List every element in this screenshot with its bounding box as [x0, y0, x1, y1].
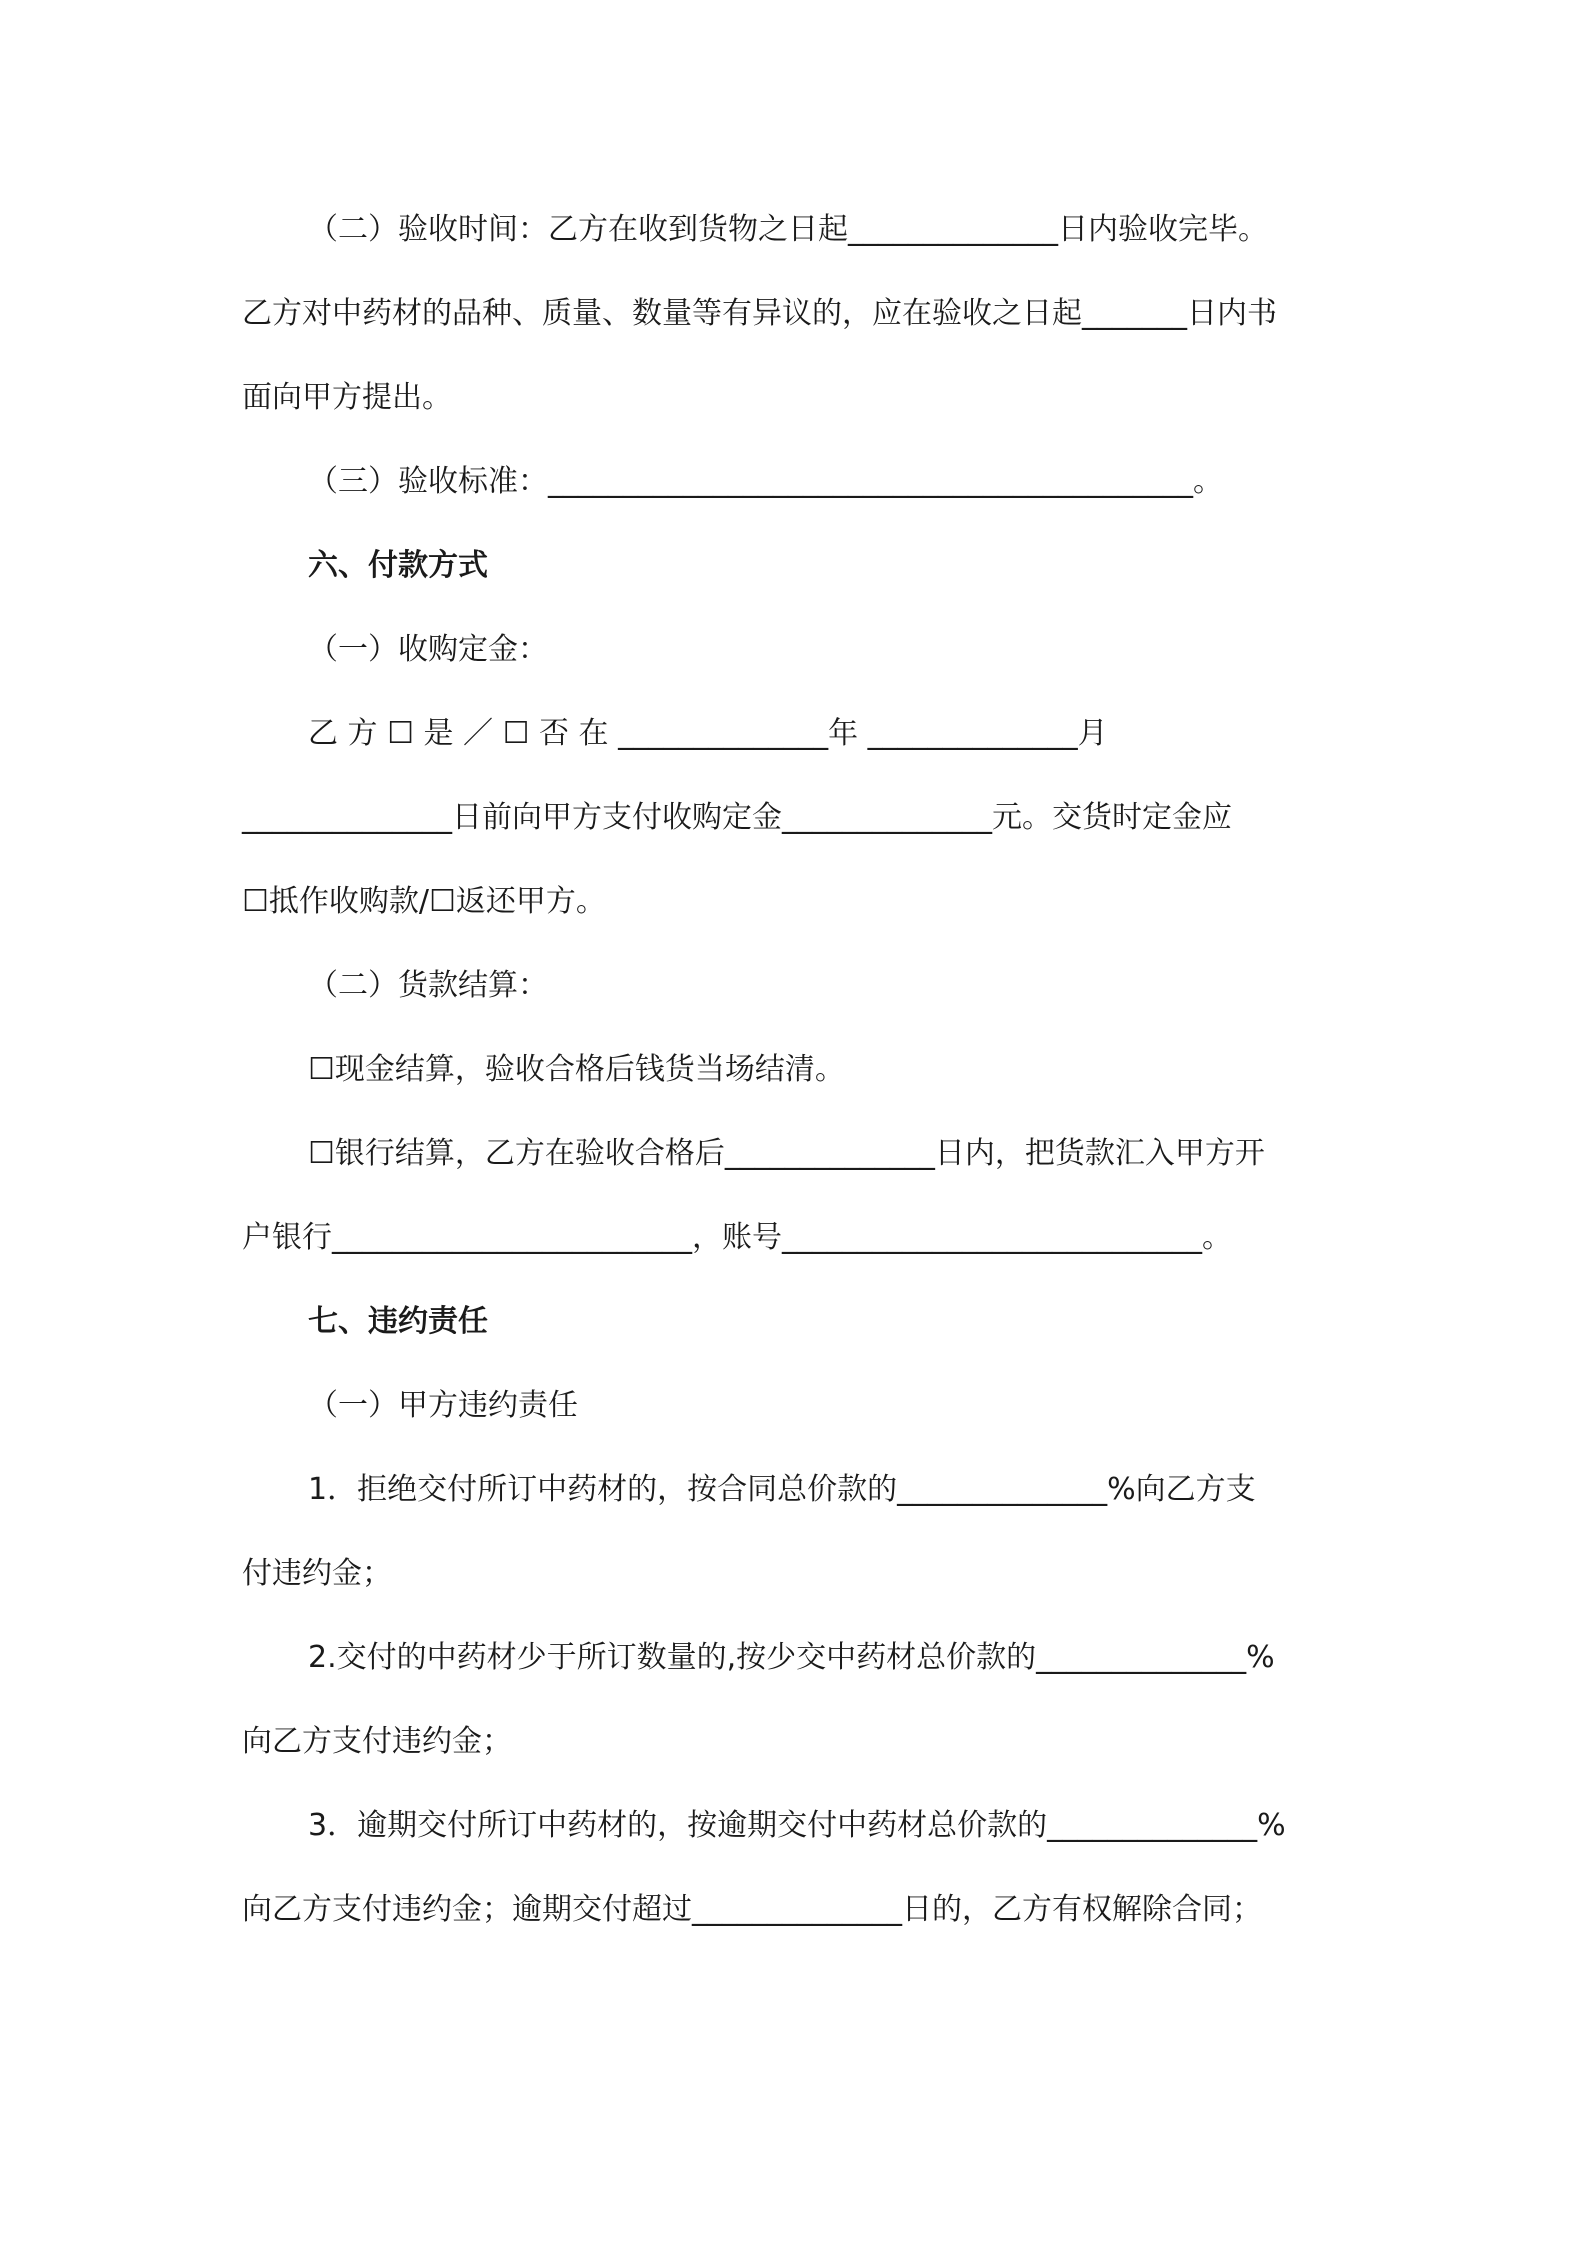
- paragraph-deposit-option: ☐抵作收购款/☐返还甲方。: [242, 884, 606, 919]
- paragraph-acceptance-standard: （三）验收标准：___________________________________________。: [308, 464, 1223, 499]
- subheading-party-a-liability: （一）甲方违约责任: [308, 1388, 578, 1423]
- clause-1: 1．拒绝交付所订中药材的，按合同总价款的______________%向乙方支: [308, 1472, 1256, 1507]
- paragraph-acceptance-objection: 乙方对中药材的品种、质量、数量等有异议的，应在验收之日起_______日内书: [242, 296, 1277, 331]
- clause-3: 3．逾期交付所订中药材的，按逾期交付中药材总价款的______________%: [308, 1808, 1286, 1843]
- clause-2-cont: 向乙方支付违约金；: [242, 1724, 512, 1759]
- section-heading-liability: 七、违约责任: [308, 1304, 488, 1339]
- paragraph-deposit-date: 乙 方 ☐ 是 ／ ☐ 否 在 ______________年 ______________月: [308, 716, 1108, 751]
- section-heading-payment: 六、付款方式: [308, 548, 488, 583]
- subheading-deposit: （一）收购定金：: [308, 632, 548, 667]
- paragraph-deposit-amount: ______________日前向甲方支付收购定金______________元。交货时定金应: [242, 800, 1232, 835]
- paragraph-bank-account: 户银行________________________，账号____________________________。: [242, 1220, 1232, 1255]
- clause-3-cont: 向乙方支付违约金；逾期交付超过______________日的，乙方有权解除合同；: [242, 1892, 1262, 1927]
- paragraph-acceptance-time: （二）验收时间：乙方在收到货物之日起______________日内验收完毕。: [308, 212, 1268, 247]
- clause-1-cont: 付违约金；: [242, 1556, 392, 1591]
- option-bank-settlement: ☐银行结算，乙方在验收合格后______________日内，把货款汇入甲方开: [308, 1136, 1265, 1171]
- clause-2: 2.交付的中药材少于所订数量的,按少交中药材总价款的______________%: [308, 1640, 1275, 1675]
- option-cash-settlement: ☐现金结算，验收合格后钱货当场结清。: [308, 1052, 845, 1087]
- paragraph-acceptance-objection-cont: 面向甲方提出。: [242, 380, 452, 415]
- subheading-settlement: （二）货款结算：: [308, 968, 548, 1003]
